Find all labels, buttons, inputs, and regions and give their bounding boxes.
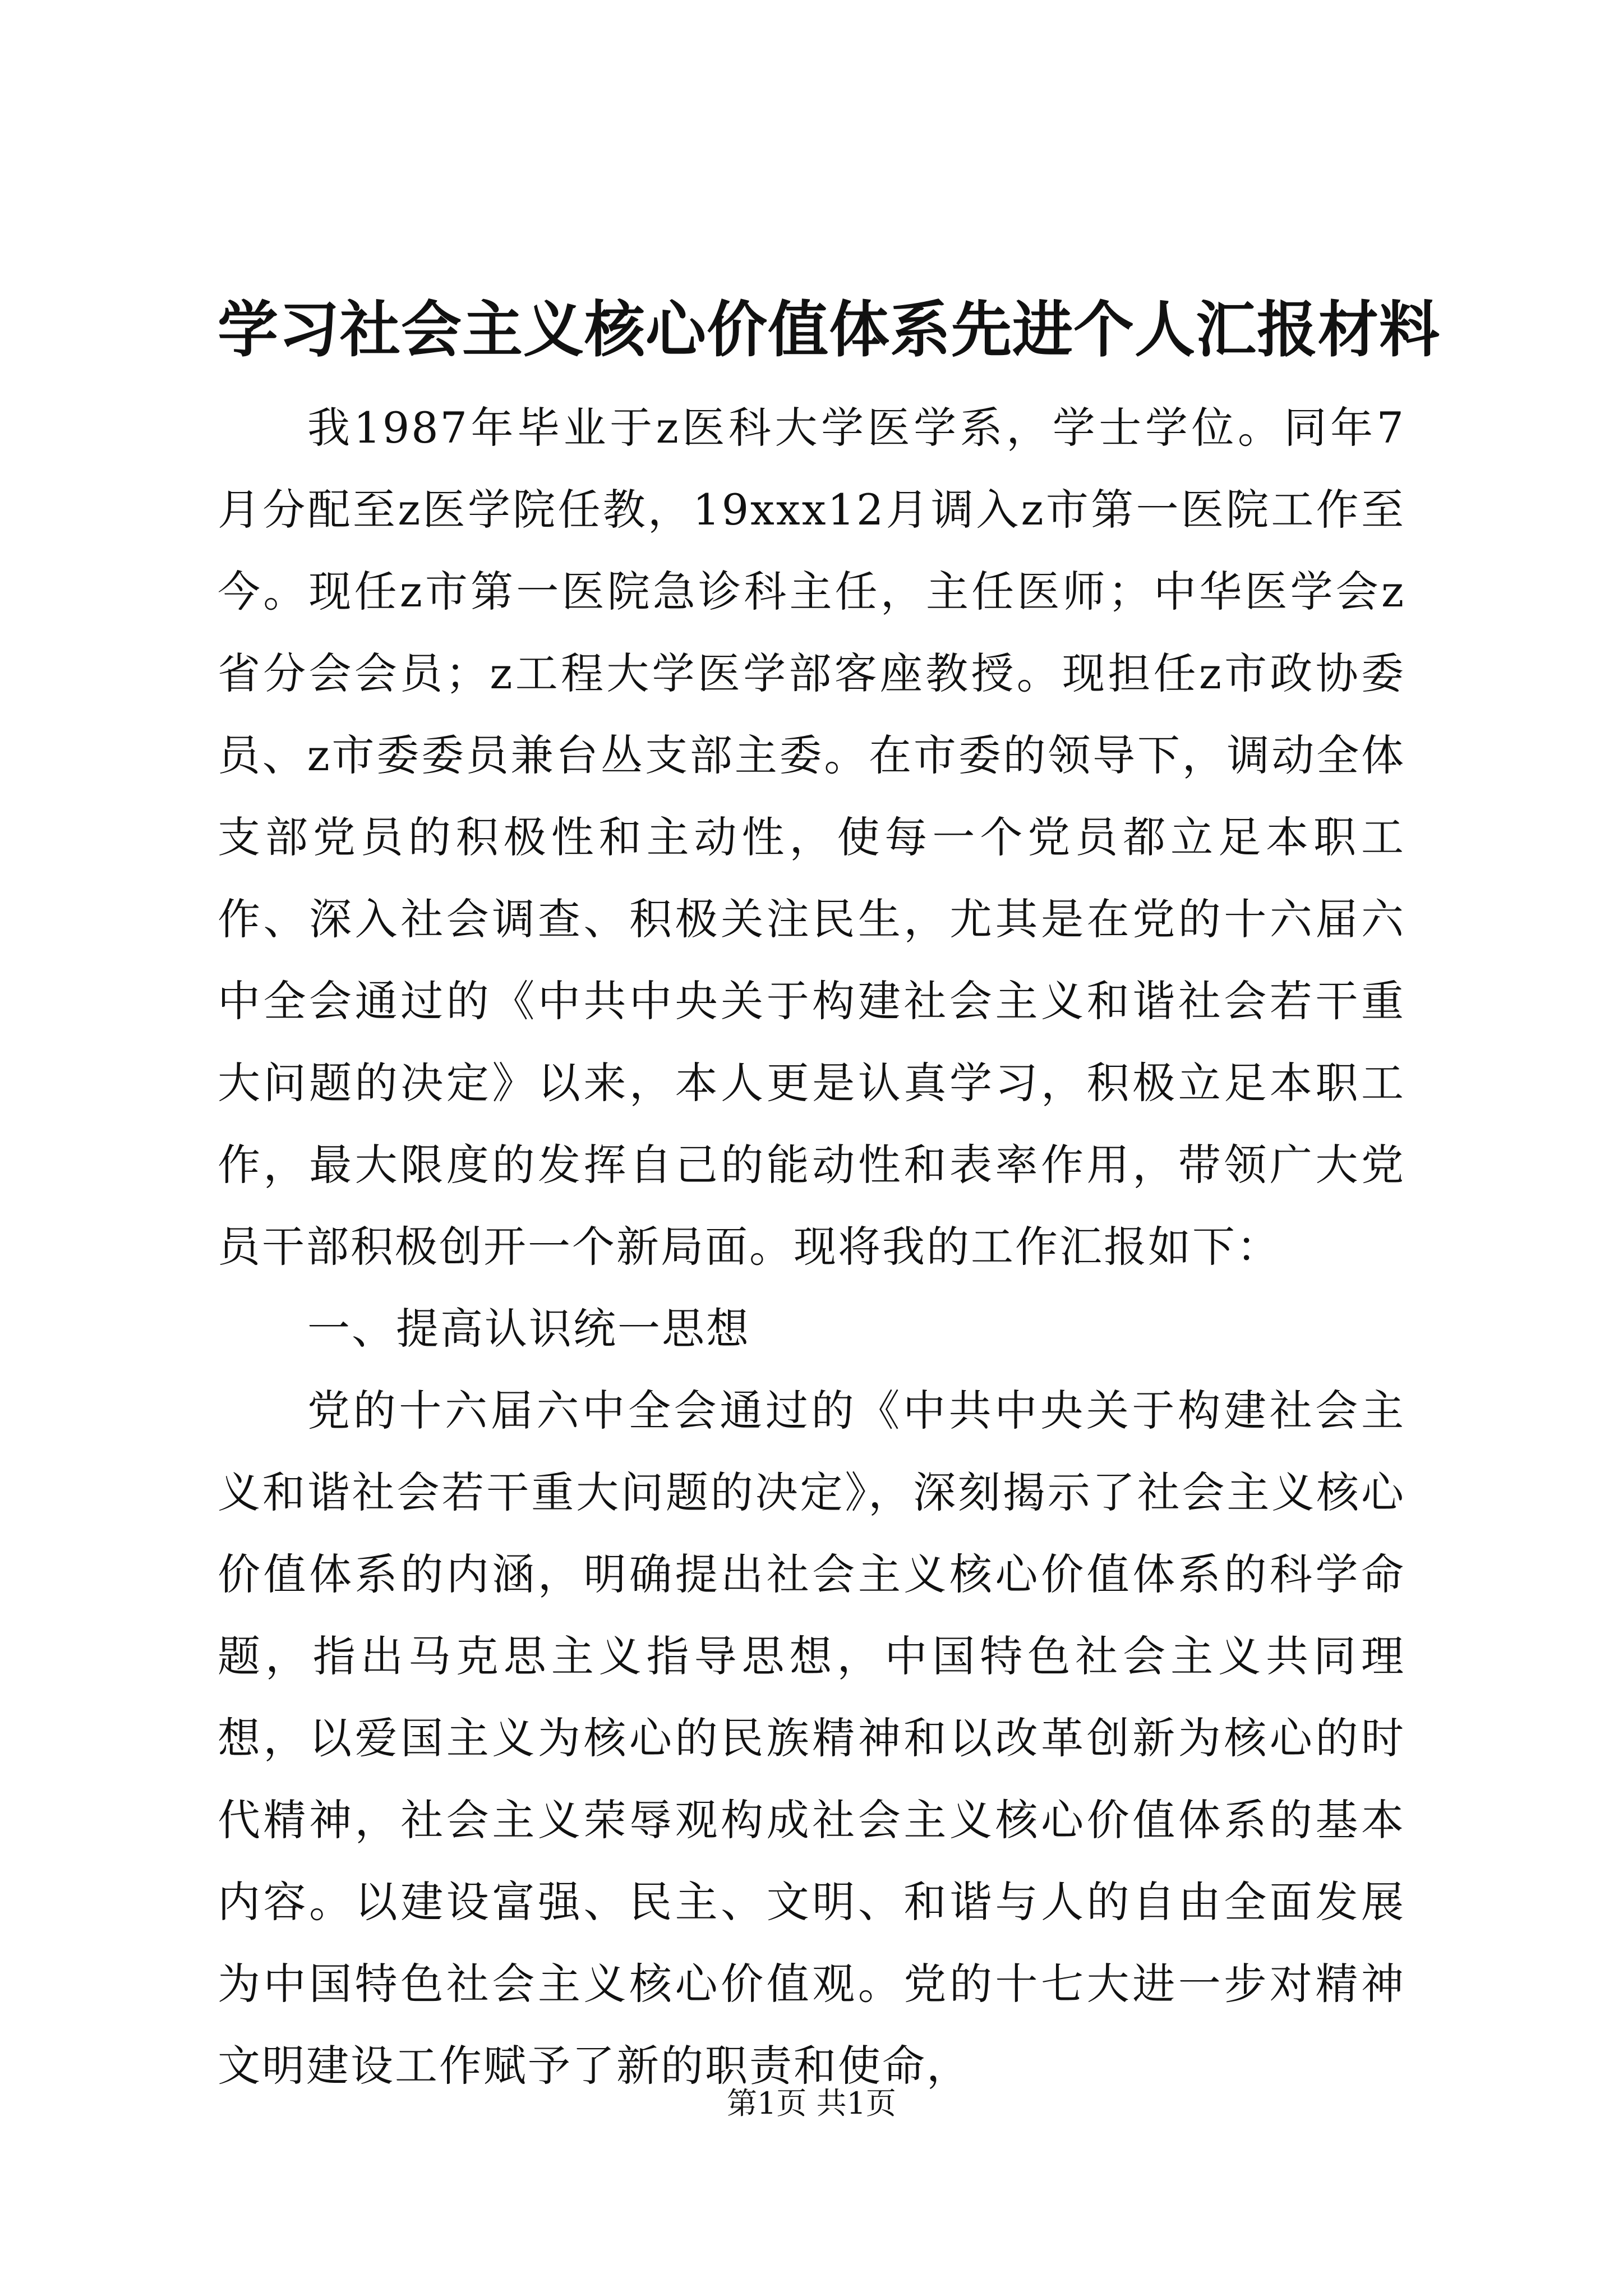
page-footer: 第1页 共1页 [727, 2086, 896, 2121]
section-heading-1: 一、提高认识统一思想 [307, 1304, 750, 1354]
paragraph-intro: 我1987年毕业于z医科大学医学系，学士学位。同年7月分配至z医学院任教，19xxx12月调入z市第一医院工作至今。现任z市第一医院急诊科主任，主任医师；中华医学会z省分会会员；z工程大学医学部客座教授。现担任z市政协委员、z市委委员兼台丛支部主委。在市委的领导下，调动全体支部党员的积极性和主动性，使每一个党员都立足本职工作、深入社会调查、积极关注民生，尤其是在党的十六届六中全会通过的《中共中央关于构建社会主义和谐社会若干重大问题的决定》以来，本人更是认真学习，积极立足本职工作，最大限度的发挥自己的能动性和表率作用，带领广大党员干部积极创开一个新局面。现将我的工作汇报如下： [218, 403, 1405, 1272]
document-body [218, 387, 1405, 2107]
paragraph-section-1: 党的十六届六中全会通过的《中共中央关于构建社会主义和谐社会若干重大问题的决定》，深刻揭示了社会主义核心价值体系的内涵，明确提出社会主义核心价值体系的科学命题，指出马克思主义指导思想，中国特色社会主义共同理想，以爱国主义为核心的民族精神和以改革创新为核心的时代精神，社会主义荣辱观构成社会主义核心价值体系的基本内容。以建设富强、民主、文明、和谐与人的自由全面发展为中国特色社会主义核心价值观。党的十七大进一步对精神文明建设工作赋予了新的职责和使命， [218, 1386, 1405, 2091]
document-title: 学习社会主义核心价值体系先进个人汇报材料 [218, 295, 1441, 365]
